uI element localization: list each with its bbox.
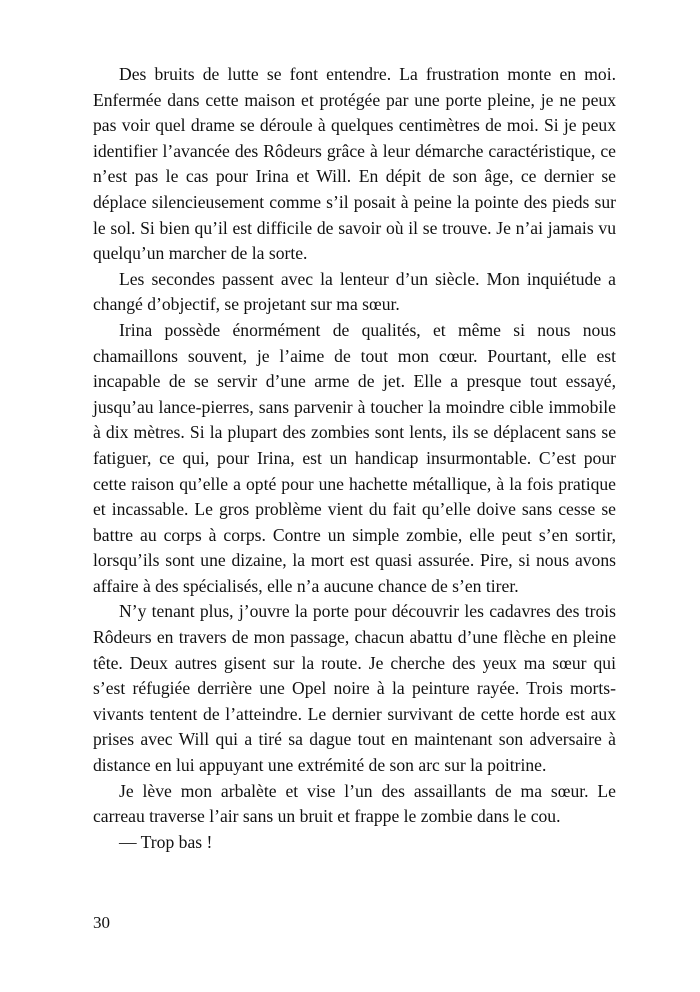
paragraph: N’y tenant plus, j’ouvre la porte pour découvrir les cadavres des trois Rôdeurs en travers de mon passage, chacun abattu d’une flèche en pleine tête. Deux autres gisent sur la route. Je cherche des yeux ma sœur qui s’est réfugiée derrière une Opel noire à la peinture rayée. Trois morts-vivants tentent de l’atteindre. Le dernier survivant de cette horde est aux prises avec Will qui a tiré sa dague tout en maintenant son adversaire à distance en lui appuyant une extrémité de son arc sur la poitrine.	[93, 601, 616, 776]
paragraph: Des bruits de lutte se font entendre. La frustration monte en moi. Enfermée dans cette maison et protégée par une porte pleine, je ne peux pas voir quel drame se déroule à quelques centimètres de moi. Si je peux identifier l’avancée des Rôdeurs grâce à leur démarche caractéristique, ce n’est pas le cas pour Irina et Will. En dépit de son âge, ce dernier se déplace silencieusement comme s’il posait à peine la pointe des pieds sur le sol. Si bien qu’il est difficile de savoir où il se trouve. Je n’ai jamais vu quelqu’un marcher de la sorte.	[93, 64, 616, 264]
paragraph: Je lève mon arbalète et vise l’un des assaillants de ma sœur. Le carreau traverse l’air sans un bruit et frappe le zombie dans le cou.	[93, 780, 616, 827]
paragraph: Irina possède énormément de qualités, et même si nous nous chamaillons souvent, je l’aime de tout mon cœur. Pourtant, elle est incapable de se servir d’une arme de jet. Elle a presque tout essayé, jusqu’au lance-pierres, sans parvenir à toucher la moindre cible immobile à dix mètres. Si la plupart des zombies sont lents, ils se déplacent sans se fatiguer, ce qui, pour Irina, est un handicap insurmontable. C’est pour cette raison qu’elle a opté pour une hachette métallique, à la fois pratique et incassable. Le gros problème vient du fait qu’elle doive sans cesse se battre au corps à corps. Contre un simple zombie, elle peut s’en sortir, lorsqu’ils sont une dizaine, la mort est quasi assurée. Pire, si nous avons affaire à des spécialisés, elle n’a aucune chance de s’en tirer.	[93, 319, 616, 596]
page-number: 30	[93, 913, 110, 932]
page-body	[93, 62, 616, 855]
paragraph: Les secondes passent avec la lenteur d’un siècle. Mon inquiétude a changé d’objectif, se projetant sur ma sœur.	[93, 268, 616, 315]
dialogue-line: — Trop bas !	[119, 831, 213, 852]
